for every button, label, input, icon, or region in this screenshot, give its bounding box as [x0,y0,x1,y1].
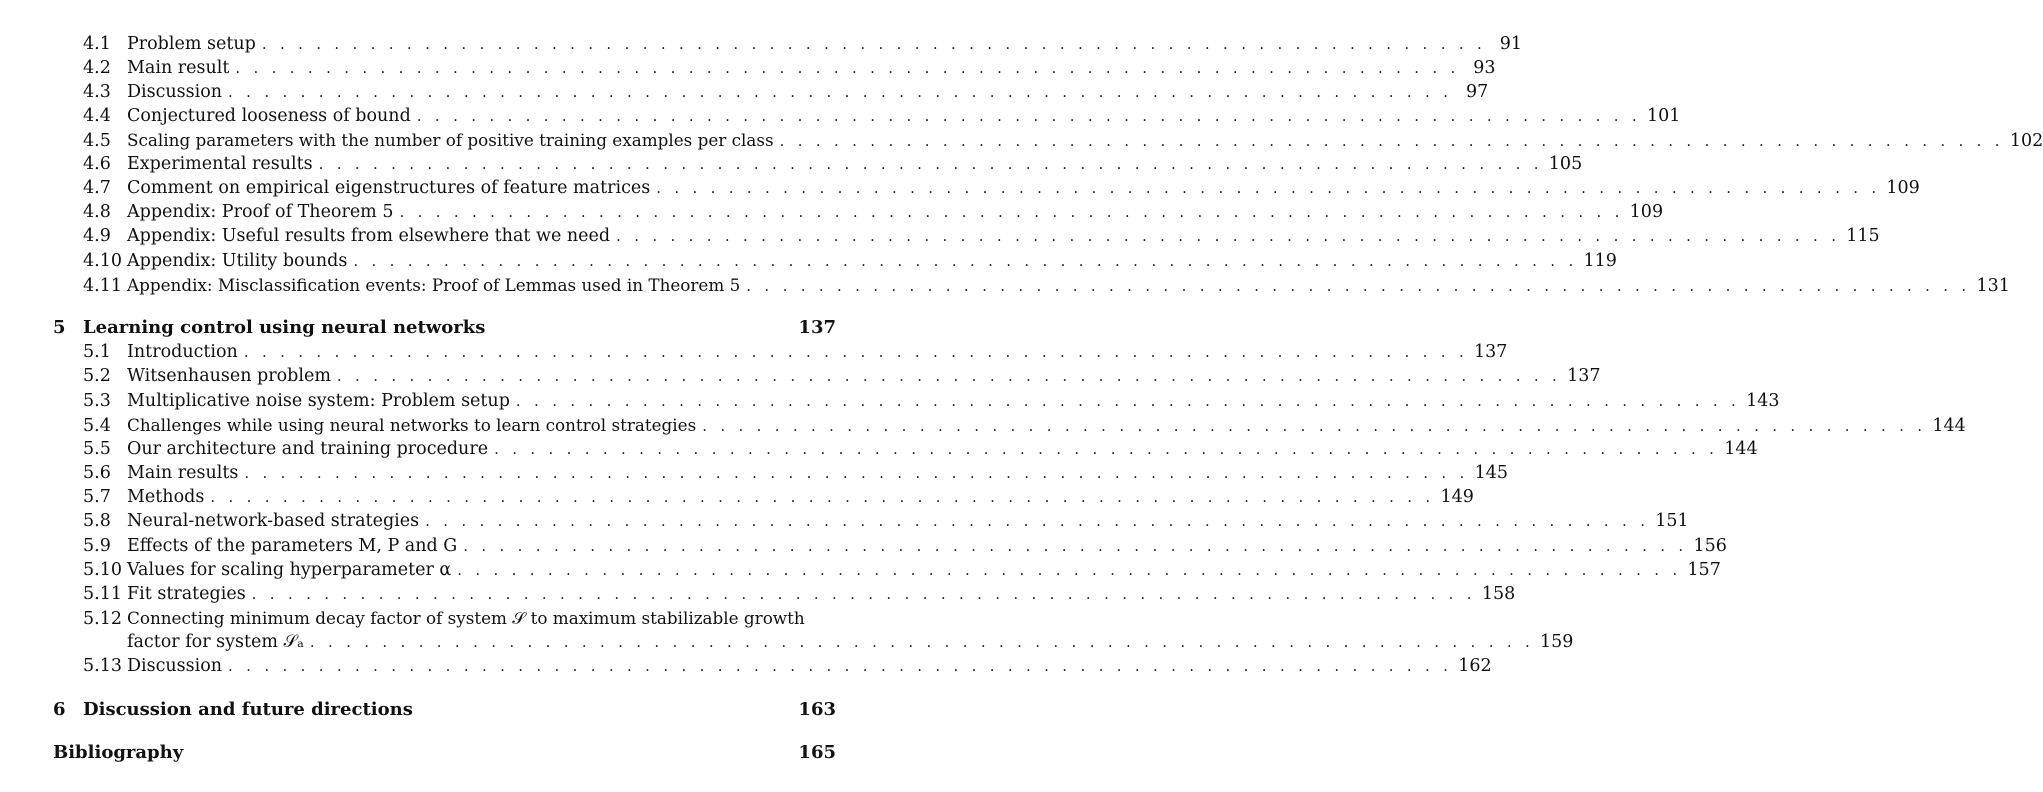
section-title: Appendix: Useful results from elsewhere that we need [127,226,611,246]
toc-entry-5-6[interactable] [83,461,1508,485]
section-number: 4.3 [83,82,111,102]
dot-leader: . . . . . . . . . . . . . . . . . . . . . . . . . . . . . . . . . . . . . . . . . . . . . . . . . . . . . . . . . . . . . . . . . . . . [656,179,1881,197]
toc-entry-5-1[interactable] [83,340,1508,364]
section-number: 4.2 [83,58,111,78]
page-number: 158 [1481,584,1516,604]
toc-entry-4-10[interactable] [83,249,1617,273]
toc-entry-5-9[interactable] [83,534,1727,558]
section-title: Problem setup [127,34,256,54]
toc-entry-4-9[interactable] [83,224,1880,248]
dot-leader: . . . . . . . . . . . . . . . . . . . . . . . . . . . . . . . . . . . . . . . . . . . . . . . . . . . . . . . . . . . . . . . . . . . . [399,203,1624,221]
page-number: 143 [1746,391,1780,411]
section-title: Discussion [127,656,223,676]
page-number: 97 [1465,82,1489,102]
section-title: Appendix: Proof of Theorem 5 [127,202,394,222]
page-number: 144 [1932,416,1966,436]
section-title: Main results [127,463,239,483]
toc-entry-5-11[interactable] [83,582,1516,606]
page-number: 131 [1976,276,2010,296]
dot-leader: . . . . . . . . . . . . . . . . . . . . . . . . . . . . . . . . . . . . . . . . . . . . . . . . . . . . . . . . . . . . . . . . . . . . [336,367,1562,385]
toc-entry-5-5[interactable] [83,437,1758,461]
toc-entry-5-8[interactable] [83,509,1689,533]
dot-leader: . . . . . . . . . . . . . . . . . . . . . . . . . . . . . . . . . . . . . . . . . . . . . . . . . . . . . . . . . . . . . . . . . . . . [702,417,1927,435]
section-number: 4.7 [83,178,111,198]
section-title: Neural-network-based strategies [127,511,420,531]
page-number: 137 [1474,342,1508,362]
page-number: 105 [1548,154,1583,174]
toc-entry-4-3[interactable] [83,80,1489,104]
toc-entry-4-8[interactable] [83,200,1664,224]
dot-leader: . . . . . . . . . . . . . . . . . . . . . . . . . . . . . . . . . . . . . . . . . . . . . . . . . . . . . . . . . . . . . . . . . . . . [251,585,1476,603]
page-number: 101 [1646,106,1681,126]
section-title: Comment on empirical eigenstructures of feature matrices [127,178,651,198]
page-number: 102 [2009,131,2043,151]
page-number: 137 [1567,366,1601,386]
toc-entry-5-12[interactable] [83,606,836,630]
section-number: 5.10 [83,560,122,580]
toc-chapter-6[interactable] [53,697,836,723]
page-number: 144 [1724,439,1758,459]
dot-leader: . . . . . . . . . . . . . . . . . . . . . . . . . . . . . . . . . . . . . . . . . . . . . . . . . . . . . . . . . . . . . . . . . . . . [210,488,1435,506]
page-number: 137 [798,317,836,338]
section-number: 4.6 [83,154,111,174]
section-number: 5.6 [83,463,111,483]
dot-leader: . . . . . . . . . . . . . . . . . . . . . . . . . . . . . . . . . . . . . . . . . . . . . . . . . . . . . . . . . . . . . . . . . . . . [416,107,1641,125]
section-number: 4.8 [83,202,111,222]
toc-entry-4-2[interactable] [83,56,1496,80]
section-title: Effects of the parameters M, P and G [127,536,458,556]
section-number: 4.10 [83,251,122,271]
page-number: 115 [1846,226,1880,246]
dot-leader: . . . . . . . . . . . . . . . . . . . . . . . . . . . . . . . . . . . . . . . . . . . . . . . . . . . . . . . . . . . . . . . . . . . . [318,155,1543,173]
toc-entry-5-7[interactable] [83,485,1474,509]
section-title: Main result [127,58,230,78]
section-title: Fit strategies [127,584,246,604]
section-title: Challenges while using neural networks to learn control strategies [127,415,697,435]
toc-bibliography[interactable] [53,740,836,766]
page-number: 157 [1687,560,1721,580]
toc-entry-5-4[interactable] [83,413,1966,437]
section-number: 4.5 [83,131,111,151]
page-number: 149 [1440,487,1474,507]
page-number: 159 [1540,632,1574,652]
page-number: 119 [1583,251,1617,271]
chapter-title: Learning control using neural networks [83,317,486,338]
dot-leader: . . . . . . . . . . . . . . . . . . . . . . . . . . . . . . . . . . . . . . . . . . . . . . . . . . . . . . . . . . . . . . . . . . . . [243,343,1469,361]
page-number: 156 [1693,536,1727,556]
toc-entry-5-2[interactable] [83,364,1601,388]
section-number: 5.2 [83,366,111,386]
section-title: Discussion [127,82,223,102]
dot-leader: . . . . . . . . . . . . . . . . . . . . . . . . . . . . . . . . . . . . . . . . . . . . . . . . . . . . . . . . . . . . . . . . . . . . [616,227,1841,245]
page-number: 163 [798,699,836,720]
section-title: Connecting minimum decay factor of system 𝒮 to maximum stabilizable growth [127,608,805,628]
section-title: Experimental results [127,154,313,174]
dot-leader: . . . . . . . . . . . . . . . . . . . . . . . . . . . . . . . . . . . . . . . . . . . . . . . . . . . . . . . . . . . . . . . . . . . . [228,83,1453,101]
toc-entry-4-1[interactable] [83,32,1523,56]
section-number: 5.8 [83,511,111,531]
section-title: Our architecture and training procedure [127,439,489,459]
page-number: 162 [1458,656,1492,676]
page-number: 145 [1474,463,1508,483]
section-number: 5.3 [83,391,111,411]
page-number: 91 [1499,34,1523,54]
section-number: 5.11 [83,584,122,604]
section-number: 5.5 [83,439,111,459]
section-number: 4.11 [83,276,122,296]
chapter-title: Bibliography [53,742,184,763]
page-number: 109 [1629,202,1664,222]
page-number: 165 [798,742,836,763]
dot-leader: . . . . . . . . . . . . . . . . . . . . . . . . . . . . . . . . . . . . . . . . . . . . . . . . . . . . . . . . . . . . . . . . . . . . [228,657,1453,675]
toc-entry-5-10[interactable] [83,558,1721,582]
section-title: Appendix: Utility bounds [127,251,348,271]
dot-leader: . . . . . . . . . . . . . . . . . . . . . . . . . . . . . . . . . . . . . . . . . . . . . . . . . . . . . . . . . . . . . . . . . . . . [515,392,1741,410]
section-number: 4.9 [83,226,111,246]
dot-leader: . . . . . . . . . . . . . . . . . . . . . . . . . . . . . . . . . . . . . . . . . . . . . . . . . . . . . . . . . . . . . . . . . . . . [494,440,1719,458]
chapter-number: 5 [53,317,66,338]
section-title: Introduction [127,342,238,362]
page-number: 93 [1473,58,1496,78]
toc-entry-4-4[interactable] [83,104,1681,128]
section-number: 5.9 [83,536,111,556]
section-title: Appendix: Misclassification events: Proof of Lemmas used in Theorem 5 [127,275,741,295]
section-title: Scaling parameters with the number of positive training examples per class [127,130,774,150]
dot-leader: . . . . . . . . . . . . . . . . . . . . . . . . . . . . . . . . . . . . . . . . . . . . . . . . . . . . . . . . . . . . . . . . . . . . [353,252,1578,270]
page-number: 109 [1886,178,1920,198]
toc-entry-5-3[interactable] [83,389,1780,413]
section-number: 4.4 [83,106,111,126]
dot-leader: . . . . . . . . . . . . . . . . . . . . . . . . . . . . . . . . . . . . . . . . . . . . . . . . . . . . . . . . . . . . . . . . . . . . [235,59,1460,77]
dot-leader: . . . . . . . . . . . . . . . . . . . . . . . . . . . . . . . . . . . . . . . . . . . . . . . . . . . . . . . . . . . . . . . . . . . . [309,633,1535,651]
toc-entry-4-11[interactable] [83,273,2010,297]
chapter-title: Discussion and future directions [83,699,413,720]
dot-leader: . . . . . . . . . . . . . . . . . . . . . . . . . . . . . . . . . . . . . . . . . . . . . . . . . . . . . . . . . . . . . . . . . . . . [779,132,2004,150]
section-number: 4.1 [83,34,111,54]
chapter-number: 6 [53,699,66,720]
toc-entry-5-12-continued[interactable] [127,630,1574,654]
section-number: 5.4 [83,416,111,436]
section-number: 5.13 [83,656,122,676]
dot-leader: . . . . . . . . . . . . . . . . . . . . . . . . . . . . . . . . . . . . . . . . . . . . . . . . . . . . . . . . . . . . . . . . . . . . [457,561,1682,579]
section-number: 5.1 [83,342,111,362]
page-number: 151 [1655,511,1689,531]
dot-leader: . . . . . . . . . . . . . . . . . . . . . . . . . . . . . . . . . . . . . . . . . . . . . . . . . . . . . . . . . . . . . . . . . . . . [244,464,1469,482]
section-title: Values for scaling hyperparameter α [127,560,452,580]
dot-leader: . . . . . . . . . . . . . . . . . . . . . . . . . . . . . . . . . . . . . . . . . . . . . . . . . . . . . . . . . . . . . . . . . . . . [425,512,1650,530]
toc-entry-4-5[interactable] [83,128,2043,152]
section-title: Conjectured looseness of bound [127,106,411,126]
toc-entry-4-7[interactable] [83,176,1920,200]
section-title: Multiplicative noise system: Problem setup [127,391,510,411]
toc-chapter-5[interactable] [53,315,836,341]
dot-leader: . . . . . . . . . . . . . . . . . . . . . . . . . . . . . . . . . . . . . . . . . . . . . . . . . . . . . . . . . . . . . . . . . . . . [261,35,1487,53]
section-title: Witsenhausen problem [127,366,331,386]
dot-leader: . . . . . . . . . . . . . . . . . . . . . . . . . . . . . . . . . . . . . . . . . . . . . . . . . . . . . . . . . . . . . . . . . . . . [463,537,1688,555]
section-title: Methods [127,487,205,507]
toc-entry-4-6[interactable] [83,152,1583,176]
section-number: 5.7 [83,487,111,507]
toc-entry-5-13[interactable] [83,654,1492,678]
section-title: factor for system 𝒮ₐ [127,632,304,652]
dot-leader: . . . . . . . . . . . . . . . . . . . . . . . . . . . . . . . . . . . . . . . . . . . . . . . . . . . . . . . . . . . . . . . . . . . . [746,277,1971,295]
section-number: 5.12 [83,609,122,629]
